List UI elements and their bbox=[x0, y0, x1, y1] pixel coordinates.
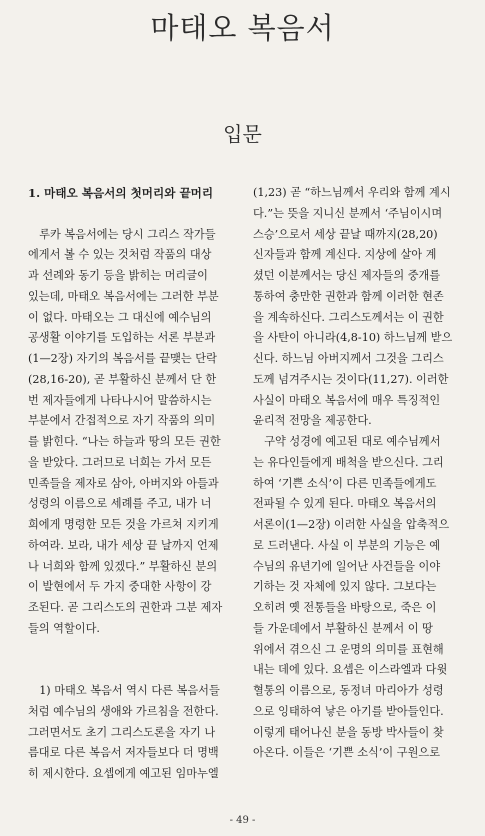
body-line: 부분에서 간접적으로 자기 작품의 의미 bbox=[28, 414, 216, 428]
body-line: 수님의 유년기에 일어난 사건들을 이야 bbox=[253, 559, 441, 573]
body-line: (1,23) 곧 “하느님께서 우리와 함께 계시 bbox=[253, 186, 451, 199]
body-line: 으로 잉태하여 낳은 아기를 받아들인다. bbox=[253, 704, 444, 718]
body-line: 과 선례와 동기 등을 밝히는 머리글이 bbox=[28, 269, 208, 282]
body-line: (1—2장) 자기의 복음서를 끝맺는 단락 bbox=[28, 352, 217, 365]
body-line: 구약 성경에 예고된 대로 예수님께서 bbox=[253, 435, 441, 448]
section-title: 입문 bbox=[223, 122, 262, 146]
body-line: 를 밝힌다. “나는 하늘과 땅의 모든 권한 bbox=[28, 435, 221, 448]
body-line: 도께 넘겨주시는 것이다(11,27). 이러한 bbox=[253, 372, 449, 386]
body-line: 처럼 예수님의 생애와 가르침을 전한다. bbox=[28, 704, 219, 718]
body-line: 조된다. 곧 그리스도의 권한과 그분 제자 bbox=[28, 601, 223, 614]
body-line: 오히려 옛 전통들을 바탕으로, 죽은 이 bbox=[253, 601, 437, 614]
paragraph-gap bbox=[28, 660, 233, 681]
body-line: 서론이(1—2장) 이러한 사실을 압축적으 bbox=[253, 518, 450, 531]
body-line: 내는 데에 있다. 요셉은 이스라엘과 다윗 bbox=[253, 663, 448, 677]
body-line: 번 제자들에게 나타나시어 말씀하시는 bbox=[28, 393, 212, 407]
body-line: 루카 복음서에는 당시 그리스 작가들 bbox=[28, 227, 216, 241]
body-line: 나 너희와 함께 있겠다.” 부활하신 분의 bbox=[28, 559, 218, 573]
body-line: 공생활 이야기를 도입하는 서론 부분과 bbox=[28, 331, 216, 345]
body-line: 히 제시한다. 요셉에게 예고된 임마누엘 bbox=[28, 767, 219, 780]
body-line: 희에게 명령한 모든 것을 가르쳐 지키게 bbox=[28, 518, 219, 531]
paragraph-gap bbox=[28, 640, 233, 661]
section-heading: 1. 마태오 복음서의 첫머리와 끝머리 bbox=[28, 186, 214, 200]
body-line: 아온다. 이들은 ‘기쁜 소식’이 구원으로 bbox=[253, 746, 441, 760]
page-number: - 49 - bbox=[229, 815, 256, 826]
body-line: 하여라. 보라, 내가 세상 끝 날까지 언제 bbox=[28, 538, 219, 552]
body-line: 그러면서도 초기 그리스도론을 자기 나 bbox=[28, 725, 216, 739]
body-line: 전파될 수 있게 된다. 마태오 복음서의 bbox=[253, 497, 437, 511]
body-line: 는 유다인들에게 배척을 받으신다. 그리 bbox=[253, 455, 444, 469]
body-line: 위에서 겪으신 그 운명의 의미를 표현해 bbox=[253, 642, 444, 656]
body-line: 1) 마태오 복음서 역시 다른 복음서들 bbox=[28, 684, 220, 697]
body-line: 이렇게 태어나신 분을 동방 박사들이 찾 bbox=[253, 725, 444, 739]
body-line: 기하는 것 자체에 있지 않다. 그보다는 bbox=[253, 580, 437, 594]
body-line: 통하여 충만한 권한과 함께 이러한 현존 bbox=[253, 289, 444, 303]
body-line: 신자들과 함께 계신다. 지상에 살아 계 bbox=[253, 248, 437, 262]
page-title: 마태오 복음서 bbox=[150, 11, 335, 45]
body-line: 이 발현에서 두 가지 중대한 사항이 강 bbox=[28, 580, 212, 594]
body-line: 스승’으로서 세상 끝날 때까지(28,20) bbox=[253, 227, 438, 241]
paragraph-gap bbox=[28, 204, 233, 225]
body-line: 윤리적 전망을 제공한다. bbox=[253, 414, 372, 428]
body-line: 름대로 다른 복음서 저자들보다 더 명백 bbox=[28, 746, 219, 760]
body-line: 있는데, 마태오 복음서에는 그러한 부분 bbox=[28, 289, 219, 303]
body-line: 하여 ‘기쁜 소식’이 다른 민족들에게도 bbox=[253, 476, 437, 490]
body-line: 셨던 이분께서는 당신 제자들의 중개를 bbox=[253, 269, 441, 282]
body-line: 들의 역할이다. bbox=[28, 621, 100, 635]
body-line: 다.”는 뜻을 지니신 분께서 ‘주님이시며 bbox=[253, 206, 443, 220]
right-column bbox=[253, 183, 465, 764]
body-line: 에게서 볼 수 있는 것처럼 작품의 대상 bbox=[28, 248, 212, 262]
body-line: (28,16-20), 곧 부활하신 분께서 단 한 bbox=[28, 372, 217, 386]
body-line: 들 가운데에서 부활하신 분께서 이 땅 bbox=[253, 621, 433, 635]
left-column bbox=[28, 183, 233, 785]
body-line: 혈통의 이름으로, 동정녀 마리아가 성령 bbox=[253, 684, 444, 697]
body-line: 사실이 마태오 복음서에 매우 특징적인 bbox=[253, 393, 441, 407]
body-line: 을 계속하신다. 그리스도께서는 이 권한 bbox=[253, 310, 444, 324]
body-line: 민족들을 제자로 삼아, 아버지와 아들과 bbox=[28, 476, 219, 490]
body-line: 로 드러낸다. 사실 이 부분의 기능은 예 bbox=[253, 538, 441, 552]
body-line: 이 없다. 마태오는 그 대신에 예수님의 bbox=[28, 310, 212, 324]
body-line: 을 사탄이 아니라(4,8-10) 하느님께 받으 bbox=[253, 331, 453, 345]
body-line: 을 받았다. 그러므로 너희는 가서 모든 bbox=[28, 455, 212, 469]
body-line: 성령의 이름으로 세례를 주고, 내가 너 bbox=[28, 497, 212, 511]
body-line: 신다. 하느님 아버지께서 그것을 그리스 bbox=[253, 352, 444, 365]
